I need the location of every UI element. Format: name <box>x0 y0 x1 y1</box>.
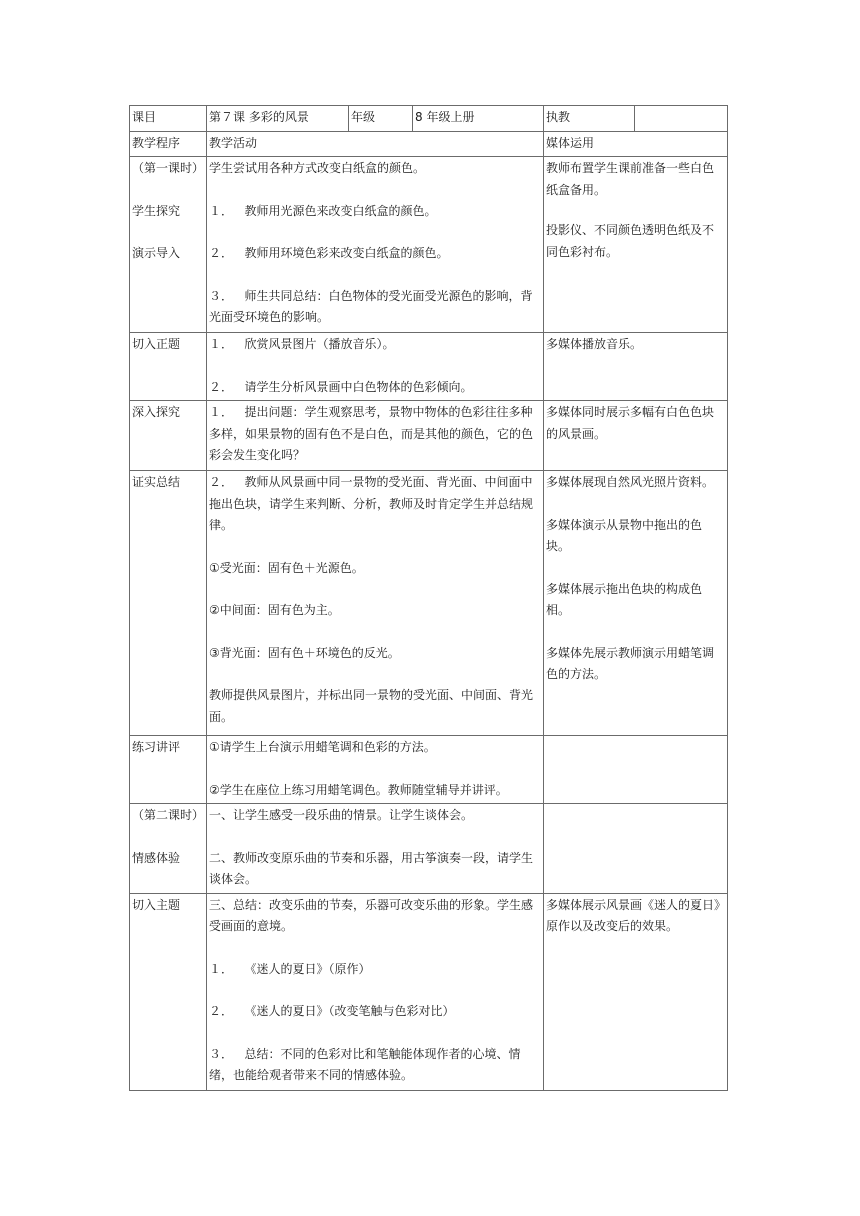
media-line: 多媒体演示从景物中拖出的色块。 <box>546 517 703 553</box>
procedure-cell <box>130 893 207 1090</box>
media-cell <box>544 736 728 804</box>
procedure-line: （第一课时） <box>132 161 205 175</box>
media-line: 多媒体展示拖出色块的构成色相。 <box>546 581 703 617</box>
activity-line: ②学生在座位上练习用蜡笔调色。教师随堂辅导并讲评。 <box>209 782 508 797</box>
grade-value: 8 年级上册 <box>413 106 544 132</box>
procedure-column-header: 教学程序 <box>130 131 207 157</box>
media-line: 多媒体展现自然风光照片资料。 <box>546 475 715 489</box>
media-cell <box>544 157 728 333</box>
procedure-line: 深入探究 <box>132 405 181 419</box>
media-line: 多媒体展示风景画《迷人的夏日》原作以及改变后的效果。 <box>546 897 721 933</box>
table-row <box>130 157 728 333</box>
procedure-line: （第二课时） <box>132 808 205 822</box>
activity-line: ②中间面：固有色为主。 <box>209 603 340 617</box>
procedure-cell <box>130 736 207 804</box>
activity-line: １． 教师用光源色来改变白纸盒的颜色。 <box>209 203 437 218</box>
procedure-line: 情感体验 <box>132 850 181 865</box>
activity-line: ③背光面：固有色＋环境色的反光。 <box>209 645 400 660</box>
media-cell <box>544 893 728 1090</box>
course-label: 课目 <box>130 106 207 132</box>
media-line: 多媒体先展示教师演示用蜡笔调色的方法。 <box>546 645 715 681</box>
table-row <box>130 736 728 804</box>
media-column-header: 媒体运用 <box>544 131 728 157</box>
lesson-plan-table <box>129 105 728 1091</box>
activity-line: １． 欣赏风景图片（播放音乐）。 <box>209 337 395 351</box>
procedure-line: 演示导入 <box>132 246 181 260</box>
procedure-line: 切入主题 <box>132 897 181 912</box>
activity-line: ２． 教师从风景画中同一景物的受光面、背光面、中间面中拖出色块，请学生来判断、分析，教师及时肯定学生并总结规律。 <box>209 475 534 532</box>
procedure-cell <box>130 401 207 471</box>
activity-cell <box>207 157 544 333</box>
grade-label: 年级 <box>349 106 413 132</box>
table-row <box>130 804 728 894</box>
activity-line: １． 《迷人的夏日》（原作） <box>209 961 371 976</box>
table-row <box>130 401 728 471</box>
table-row <box>130 471 728 736</box>
media-cell <box>544 333 728 401</box>
teacher-value <box>635 106 728 132</box>
activity-cell <box>207 401 544 471</box>
activity-cell <box>207 804 544 894</box>
activity-line: ①受光面：固有色＋光源色。 <box>209 560 364 575</box>
activity-cell <box>207 893 544 1090</box>
procedure-line: 切入正题 <box>132 337 181 351</box>
media-line: 多媒体播放音乐。 <box>546 337 643 351</box>
procedure-line: 学生探究 <box>132 203 181 218</box>
activity-line: 一、让学生感受一段乐曲的情景。让学生谈体会。 <box>209 808 474 822</box>
course-value: 第７课 多彩的风景 <box>207 106 349 132</box>
activity-line: １． 提出问题：学生观察思考，景物中物体的色彩往往多种多样，如果景物的固有色不是白色，而是其他的颜色，它的色彩会发生变化吗？ <box>209 405 534 462</box>
procedure-cell <box>130 333 207 401</box>
activity-line: 三、总结：改变乐曲的节奏，乐器可改变乐曲的形象。学生感受画面的意境。 <box>209 897 534 933</box>
activity-line: ２． 《迷人的夏日》（改变笔触与色彩对比） <box>209 1004 455 1018</box>
activity-line: ３． 师生共同总结：白色物体的受光面受光源色的影响，背光面受环境色的影响。 <box>209 288 533 324</box>
procedure-line: 练习讲评 <box>132 740 181 754</box>
activity-line: 二、教师改变原乐曲的节奏和乐器，用古筝演奏一段，请学生谈体会。 <box>209 850 534 886</box>
table-row <box>130 893 728 1090</box>
table-row <box>130 333 728 401</box>
procedure-cell <box>130 804 207 894</box>
media-cell <box>544 804 728 894</box>
activity-line: ①请学生上台演示用蜡笔调和色彩的方法。 <box>209 740 436 754</box>
activity-line: ２． 请学生分析风景画中白色物体的色彩倾向。 <box>209 379 473 394</box>
activity-cell <box>207 736 544 804</box>
media-line: 教师布置学生课前准备一些白色纸盒备用。 <box>546 161 715 197</box>
media-cell <box>544 471 728 736</box>
media-line: 投影仪、不同颜色透明色纸及不同色彩衬布。 <box>546 223 715 259</box>
teacher-label: 执教 <box>544 106 635 132</box>
media-cell <box>544 401 728 471</box>
activity-cell <box>207 333 544 401</box>
activity-line: 学生尝试用各种方式改变白纸盒的颜色。 <box>209 161 426 175</box>
activity-cell <box>207 471 544 736</box>
media-line: 多媒体同时展示多幅有白色色块的风景画。 <box>546 405 715 441</box>
column-header-row <box>130 131 728 157</box>
header-row <box>130 106 728 132</box>
activity-line: 教师提供风景图片，并标出同一景物的受光面、中间面、背光面。 <box>209 688 534 724</box>
activity-column-header: 教学活动 <box>207 131 544 157</box>
activity-line: ２． 教师用环境色彩来改变白纸盒的颜色。 <box>209 246 449 260</box>
procedure-cell <box>130 157 207 333</box>
procedure-line: 证实总结 <box>132 475 181 489</box>
activity-line: ３． 总结：不同的色彩对比和笔触能体现作者的心境、情绪，也能给观者带来不同的情感体验。 <box>209 1046 521 1082</box>
procedure-cell <box>130 471 207 736</box>
